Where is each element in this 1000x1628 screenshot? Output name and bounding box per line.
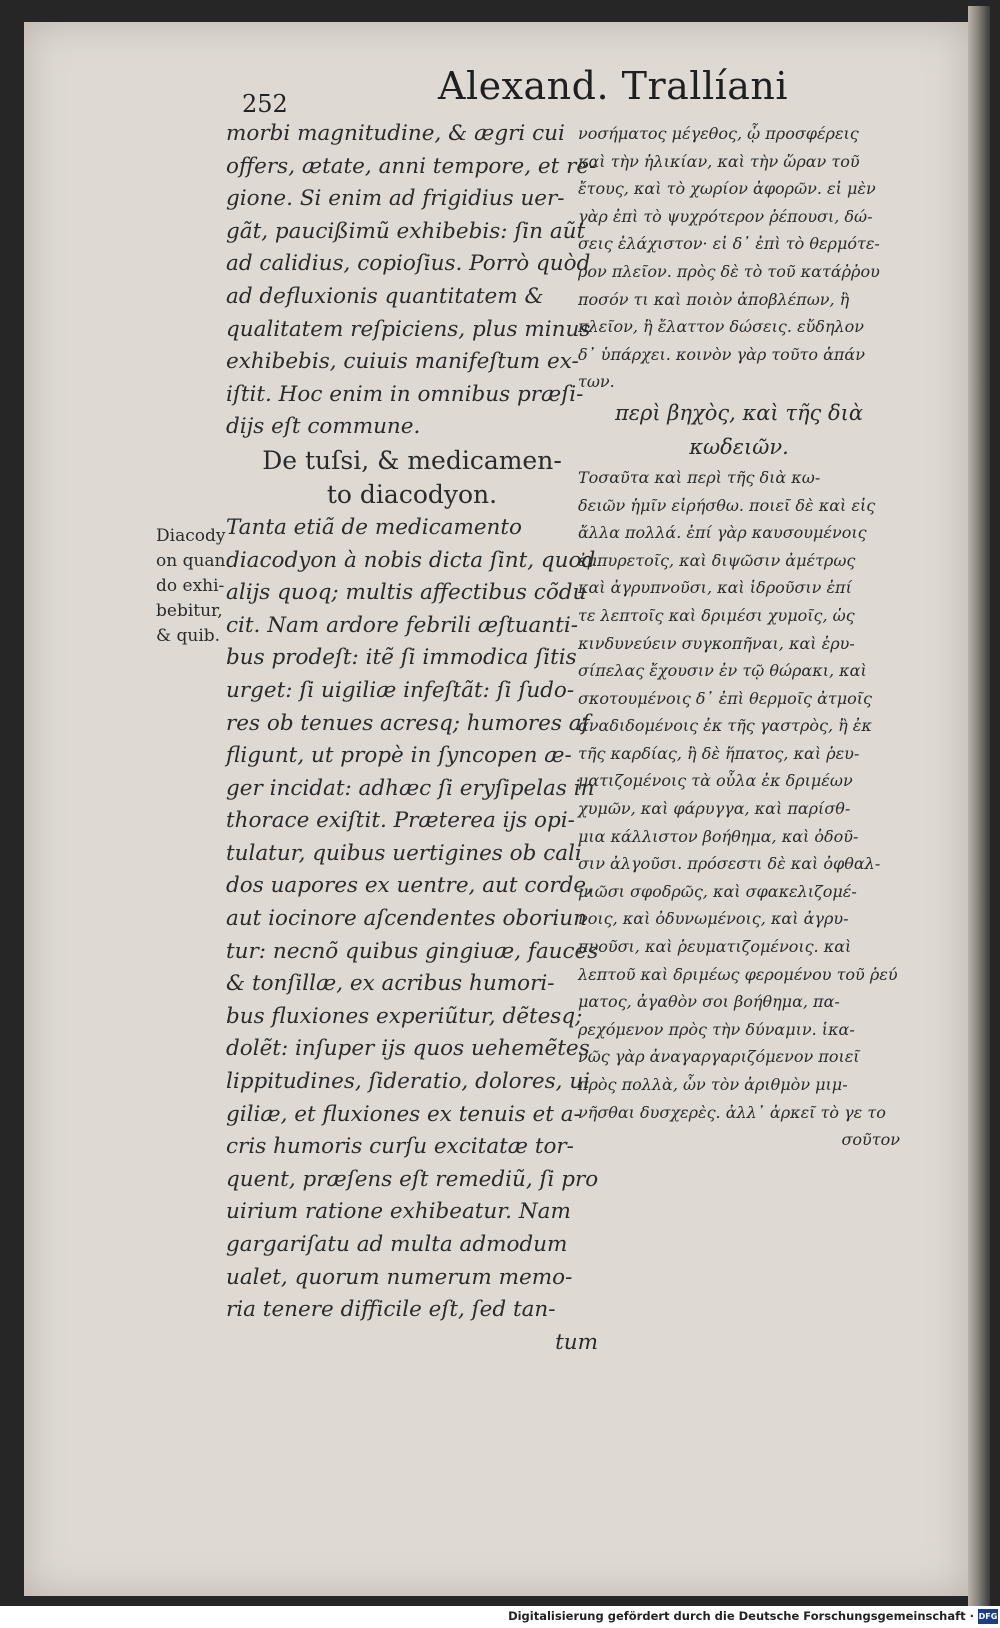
latin-text-line: lippitudines, ſideratio, dolores, ui	[226, 1069, 591, 1095]
greek-text-line: χυμῶν, καὶ φάρυγγα, καὶ παρίσθ-	[578, 799, 851, 819]
footer-credit: Digitalisierung gefördert durch die Deutsche Forschungsgemeinschaft ·	[508, 1609, 974, 1623]
latin-heading-line: De tuſsi, & medicamen-	[262, 445, 562, 475]
greek-text-line: νῶς γὰρ ἀναγαργαριζόμενον ποιεῖ	[578, 1047, 860, 1067]
latin-text-line: ria tenere difficile eſt, ſed tan-	[226, 1297, 556, 1323]
latin-text-line: thorace exiſtit. Præterea ijs opi-	[226, 808, 575, 834]
greek-text-line: σεις ἐλάχιστον· εἰ δ᾽ ἐπὶ τὸ θερμότε-	[578, 234, 880, 254]
latin-text-line: fligunt, ut propè in ſyncopen æ-	[226, 743, 572, 769]
latin-text-line: ad calidius, copioſius. Porrò quòd	[226, 251, 591, 277]
greek-column	[578, 120, 900, 1154]
latin-text-line: res ob tenues acresq; humores af	[226, 710, 590, 736]
greek-text-line: ποσόν τι καὶ ποιὸν ἀποβλέπων, ἢ	[578, 289, 850, 309]
latin-column	[226, 118, 598, 1359]
greek-text-line: Τοσαῦτα καὶ περὶ τῆς διὰ κω-	[578, 467, 821, 487]
greek-text-line: νῆσθαι δυσχερὲς. ἀλλ᾽ ἀρκεῖ τὸ γε το	[578, 1102, 886, 1122]
latin-text-line: dolẽt: inſuper ijs quos uehemẽtes	[226, 1036, 590, 1062]
greek-heading-line: κωδειῶν.	[689, 434, 789, 459]
latin-text-line: uirium ratione exhibeatur. Nam	[226, 1199, 571, 1225]
latin-text-line: diacodyon à nobis dicta ſint, quod	[226, 547, 596, 573]
latin-text-line: quent, præſens eſt remediũ, ſi pro	[226, 1166, 599, 1192]
greek-text-line: ἄλλα πολλά. ἐπί γὰρ καυσουμένοις	[578, 523, 867, 543]
marginal-line: bebitur,	[156, 601, 223, 621]
greek-text-line: γὰρ ἐπὶ τὸ ψυχρότερον ῥέπουσι, δώ-	[578, 206, 873, 226]
greek-text-line: λεπτοῦ καὶ δριμέως φερομένου τοῦ ῥεύ	[578, 964, 898, 984]
greek-text-line: δ᾽ ὑπάρχει. κοινὸν γὰρ τοῦτο ἁπάν	[578, 344, 865, 364]
greek-paragraph-1	[578, 120, 900, 396]
footer-bar	[0, 1606, 1000, 1628]
page-edge	[968, 6, 990, 1606]
greek-text-line: νοσήματος μέγεθος, ᾧ προσφέρεις	[578, 124, 859, 143]
latin-heading-line: to diacodyon.	[326, 479, 498, 509]
greek-text-line: ἀναδιδομένοις ἐκ τῆς γαστρὸς, ἢ ἐκ	[578, 716, 872, 736]
latin-text-line: dijs eſt commune.	[226, 414, 421, 440]
greek-text-line: μια κάλλιστον βοήθημα, καὶ ὀδοῦ-	[578, 826, 859, 846]
marginal-line: Diacody	[156, 526, 226, 546]
latin-text-line: ad defluxionis quantitatem &	[226, 283, 544, 309]
marginal-line: on quan	[156, 551, 226, 571]
latin-text-line: iſtit. Hoc enim in omnibus præſi-	[226, 381, 584, 407]
latin-text-line: dos uapores ex uentre, aut corde,	[226, 873, 593, 899]
marginal-line: & quib.	[156, 626, 221, 646]
greek-text-line: νοις, καὶ ὀδυνωμένοις, καὶ ἀγρυ-	[578, 909, 849, 929]
latin-text-line: urget: ſi uigiliæ infeſtãt: ſi ſudo-	[226, 677, 575, 703]
marginal-line: do exhi-	[156, 576, 225, 596]
greek-text-line: ἔτους, καὶ τὸ χωρίον ἀφορῶν. εἰ μὲν	[578, 179, 876, 199]
latin-text-line: Tanta etiã de medicamento	[226, 514, 522, 540]
greek-text-line: ματιζομένοις τὰ οὖλα ἐκ δριμέων	[578, 771, 853, 791]
greek-text-line: καὶ ἀγρυπνοῦσι, καὶ ἱδροῦσιν ἐπί	[578, 578, 852, 598]
greek-text-line: σκοτουμένοις δ᾽ ἐπὶ θερμοῖς ἀτμοῖς	[578, 688, 872, 708]
greek-text-line: τε λεπτοῖς καὶ δριμέσι χυμοῖς, ὡς	[578, 605, 855, 625]
greek-text-line: πρὸς πολλὰ, ὧν τὸν ἀριθμὸν μιμ-	[578, 1075, 848, 1094]
greek-text-line: σιν ἀλγοῦσι. πρόσεστι δὲ καὶ ὀφθαλ-	[578, 854, 881, 874]
latin-paragraph-1	[226, 118, 598, 444]
greek-paragraph-2	[578, 464, 900, 1126]
latin-text-line: giliæ, et fluxiones ex tenuis et a-	[226, 1101, 581, 1127]
latin-text-line: ualet, quorum numerum memo-	[226, 1264, 573, 1290]
latin-text-line: qualitatem reſpiciens, plus minus	[226, 316, 591, 342]
greek-text-line: κινδυνεύειν συγκοπῆναι, καὶ ἐρυ-	[578, 633, 855, 653]
greek-text-line: ρεχόμενον πρὸς τὴν δύναμιν. ἱκα-	[578, 1019, 855, 1039]
dfg-logo-icon: DFG	[978, 1609, 998, 1624]
greek-text-line: πλεῖον, ἢ ἔλαττον δώσεις. εὔδηλον	[578, 317, 865, 337]
latin-text-line: exhibebis, cuiuis manifeſtum ex-	[226, 349, 579, 375]
greek-heading-line: περὶ βηχὸς, καὶ τῆς διὰ	[614, 400, 864, 425]
page-header	[220, 62, 789, 118]
greek-text-line: πνοῦσι, καὶ ῥευματιζομένοις. καὶ	[578, 937, 852, 957]
latin-text-line: tulatur, quibus uertigines ob cali	[226, 840, 582, 866]
latin-text-line: & tonſillæ, ex acribus humori-	[226, 971, 555, 997]
greek-text-line: σίπελας ἔχουσιν ἐν τῷ θώρακι, καὶ	[578, 661, 867, 681]
latin-text-line: bus fluxiones experiũtur, dẽtesq;	[226, 1003, 583, 1029]
latin-text-line: gargariſatu ad multa admodum	[226, 1232, 568, 1257]
greek-text-line: ἐμπυρετοῖς, καὶ διψῶσιν ἀμέτρως	[578, 550, 856, 570]
latin-section-heading	[226, 444, 598, 512]
latin-text-line: aut iocinore aſcendentes oboriun	[226, 906, 587, 932]
page-number: 252	[242, 90, 288, 118]
greek-section-heading	[578, 396, 900, 464]
latin-text-line: offers, ætate, anni tempore, et re-	[226, 153, 597, 179]
latin-text-line: tur: necnõ quibus gingiuæ, fauces	[226, 938, 599, 964]
latin-paragraph-2	[226, 512, 598, 1327]
latin-text-line: ger incidat: adhæc ſi eryſipelas in	[226, 775, 595, 801]
latin-text-line: cit. Nam ardore febrili æſtuanti-	[226, 612, 578, 638]
latin-text-line: gione. Si enim ad frigidius uer-	[226, 186, 565, 212]
greek-text-line: μιῶσι σφοδρῶς, καὶ σφακελιζομέ-	[578, 881, 857, 901]
latin-catchword: tum	[555, 1329, 598, 1355]
greek-text-line: των.	[578, 372, 615, 392]
latin-text-line: alijs quoq; multis affectibus cõdu	[226, 580, 587, 606]
greek-text-line: καὶ τὴν ἡλικίαν, καὶ τὴν ὥραν τοῦ	[578, 151, 860, 171]
greek-text-line: τῆς καρδίας, ἢ δὲ ἥπατος, καὶ ῥευ-	[578, 743, 860, 763]
latin-text-line: gãt, paucißimũ exhibebis: ſin aũt	[226, 218, 586, 244]
greek-text-line: δειῶν ἡμῖν εἰρήσθω. ποιεῖ δὲ καὶ εἰς	[578, 495, 876, 515]
latin-text-line: bus prodeſt: itẽ ſi immodica ſitis	[226, 645, 577, 671]
latin-text-line: morbi magnitudine, & ægri cui	[226, 121, 565, 146]
greek-text-line: ρον πλεῖον. πρὸς δὲ τὸ τοῦ κατάῤῥου	[578, 261, 880, 281]
latin-text-line: cris humoris curſu excitatæ tor-	[226, 1134, 574, 1160]
greek-catchword: σοῦτον	[841, 1130, 900, 1150]
running-title: Alexand. Trallíani	[438, 64, 789, 108]
greek-text-line: ματος, ἀγαθὸν σοι βοήθημα, πα-	[578, 992, 840, 1012]
